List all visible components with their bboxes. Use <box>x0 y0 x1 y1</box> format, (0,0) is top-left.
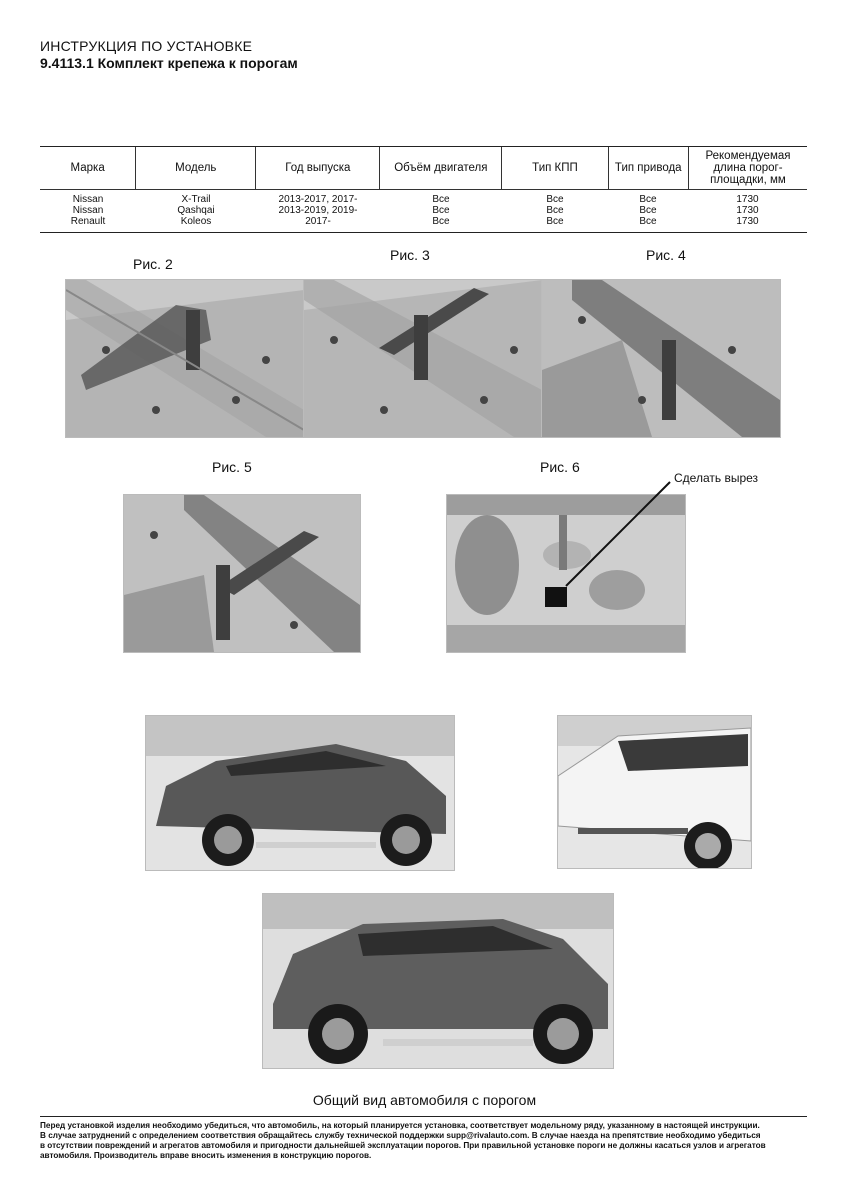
cell-models <box>136 190 256 232</box>
fig2-caption: Рис. 2 <box>133 256 173 272</box>
brand-value: Nissan <box>72 205 104 216</box>
document-subtitle: 9.4113.1 Комплект крепежа к порогам <box>40 55 298 71</box>
car-photo-rear <box>557 715 752 869</box>
footer-disclaimer <box>40 1121 807 1161</box>
drive-value: Все <box>639 205 657 216</box>
gearbox-value: Все <box>546 216 564 227</box>
header-gearbox: Тип КПП <box>501 147 607 189</box>
drive-value: Все <box>639 194 657 205</box>
fig2-photo <box>65 279 305 438</box>
car-photo-front <box>262 893 614 1069</box>
cell-engine <box>380 190 502 232</box>
engine-value: Все <box>432 205 450 216</box>
length-value: 1730 <box>736 194 759 205</box>
cut-callout-label: Сделать вырез <box>674 471 759 485</box>
length-value: 1730 <box>736 205 759 216</box>
fig4-photo <box>541 279 781 438</box>
header-length: Рекомендуемая длина порог-площадки, мм <box>688 147 807 189</box>
cell-gearbox <box>502 190 608 232</box>
cell-length <box>688 190 807 232</box>
fig3-caption: Рис. 3 <box>390 247 430 263</box>
years-value: 2013-2017, 2017- 2013-2019, 2019- 2017- <box>278 194 358 227</box>
header-year: Год выпуска <box>255 147 379 189</box>
fig5-photo <box>123 494 361 653</box>
compatibility-table <box>40 146 807 233</box>
footer-line: в отсутствии повреждений и агрегатов автомобиля и пригодности дальнейшей эксплуатации порогов. При правильной установке пороги не должны касаться узлов и агрегатов <box>40 1141 766 1150</box>
fig5-caption: Рис. 5 <box>212 459 252 475</box>
fig4-caption: Рис. 4 <box>646 247 686 263</box>
overview-caption: Общий вид автомобиля с порогом <box>312 1092 537 1108</box>
cell-years <box>256 190 380 232</box>
model-value: Koleos <box>180 216 212 227</box>
table-row <box>40 190 807 232</box>
document-title: ИНСТРУКЦИЯ ПО УСТАНОВКЕ <box>40 38 253 54</box>
footer-line: В случае затруднений с определением соответствия обращайтесь службу технической поддержки supp@rivalauto.com. В случае наезда на препятствие необходимо убедиться <box>40 1131 761 1140</box>
footer-line: автомобиля. Производитель вправе вносить изменения в конструкцию порогов. <box>40 1151 372 1160</box>
brand-value: Nissan <box>72 194 104 205</box>
cell-brands <box>40 190 136 232</box>
length-value: 1730 <box>736 216 759 227</box>
model-value: X-Trail <box>181 194 211 205</box>
car-photo-side <box>145 715 455 871</box>
header-brand: Марка <box>70 162 105 174</box>
gearbox-value: Все <box>546 194 564 205</box>
fig6-caption: Рис. 6 <box>540 459 580 475</box>
cell-drive <box>608 190 688 232</box>
brand-value: Renault <box>70 216 106 227</box>
engine-value: Все <box>432 194 450 205</box>
table-header-row <box>40 147 807 190</box>
engine-value: Все <box>432 216 450 227</box>
fig3-photo <box>303 279 543 438</box>
footer-line: Перед установкой изделия необходимо убедиться, что автомобиль, на который планируется установка, соответствует модельному ряду, указанному в настоящей инструкции. <box>40 1121 760 1130</box>
header-model: Модель <box>135 147 255 189</box>
header-drive: Тип привода <box>608 147 688 189</box>
footer-divider <box>40 1116 807 1117</box>
gearbox-value: Все <box>546 205 564 216</box>
drive-value: Все <box>639 216 657 227</box>
model-value: Qashqai <box>177 205 215 216</box>
cut-callout-line <box>556 478 676 598</box>
header-engine: Объём двигателя <box>379 147 501 189</box>
